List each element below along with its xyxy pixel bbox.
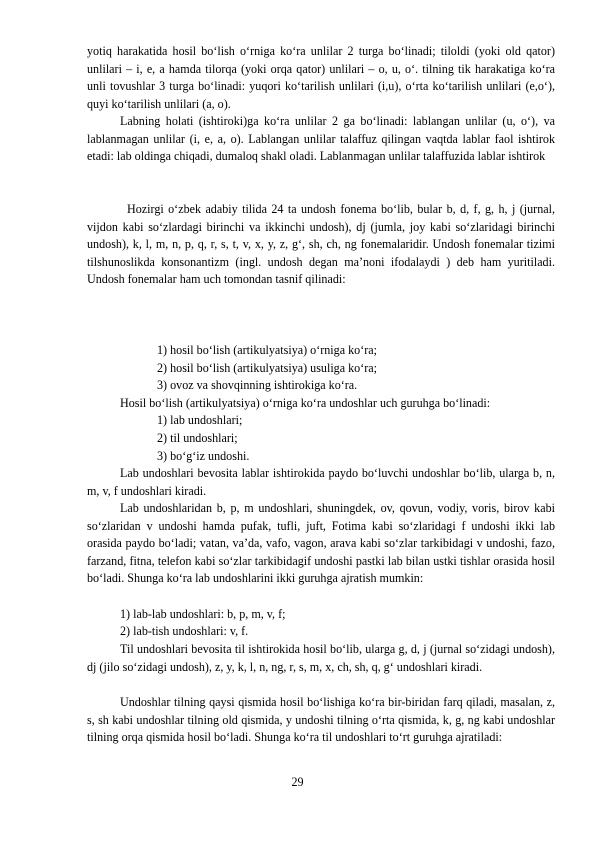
paragraph-lab-consonants: Lab undoshlari bevosita lablar ishtirokida paydo bo‘luvchi undoshlar bo‘lib, ularga b, n, m, v, f undoshlari kiradi.: [87, 466, 555, 498]
paragraph-tongue-parts: Undoshlar tilning qaysi qismida hosil bo‘lishiga ko‘ra bir-biridan farq qiladi, masalan, z, s, sh kabi undoshlar tilning old qismida, y undoshi tilning o‘rta qismida, k, g, ng kabi undoshlar tilning orqa qismida hosil bo‘ladi. Shunga ko‘ra til undoshlari to‘rt guruhga ajratiladi:: [87, 695, 555, 745]
list-item: 1) hosil bo‘lish (artikulyatsiya) o‘rniga ko‘ra;: [157, 343, 377, 357]
list-item: 2) til undoshlari;: [157, 431, 238, 445]
paragraph-tongue-consonants: Til undoshlari bevosita til ishtirokida hosil bo‘lib, ularga g, d, j (jurnal so‘zidagi undosh), dj (jilo so‘zidagi undosh), z, y, k, l, n, ng, r, s, m, x, ch, sh, q, g‘ undoshlari kiradi.: [87, 642, 555, 674]
paragraph-consonant-phonemes: Hozirgi o‘zbek adabiy tilida 24 ta undosh fonema bo‘lib, bular b, d, f, g, h, j (jurnal, vijdon kabi so‘zlardagi birinchi va ikkinchi undosh), dj (jumla, joy kabi so‘zlaridagi birinchi undosh), k, l, m, n, p, q, r, s, t, v, x, y, z, g‘, sh, ch, ng fonemalaridir. Undosh fonemalar tizimi tilshunoslikda konsonantizm (ingl. undosh degan ma’noni ifodalaydi ) deb ham yuritiladi. Undosh fonemalar ham uch tomondan tasnif qilinadi:: [87, 202, 555, 287]
paragraph-articulation-groups: Hosil bo‘lish (artikulyatsiya) o‘rniga ko‘ra undoshlar uch guruhga bo‘linadi:: [120, 396, 491, 410]
page-number: 29: [291, 775, 304, 789]
list-item: 3) bo‘g‘iz undoshi.: [157, 449, 250, 463]
list-item: 1) lab-lab undoshlari: b, p, m, v, f;: [120, 607, 286, 621]
paragraph-lab-examples: Lab undoshlaridan b, p, m undoshlari, shuningdek, ov, qovun, vodiy, voris, birov kabi so‘zlaridan v undoshi hamda pufak, tufli, juft, Fotima kabi so‘zlaridagi f undoshi ikki lab orasida paydo bo‘ladi; vatan, va’da, vafo, vagon, arava kabi so‘zlar tarkibidagi v undoshi, fazo, farzand, fitna, telefon kabi so‘zlar tarkibidagif undoshi pastki lab bilan ustki tishlar orasida hosil bo‘ladi. Shunga ko‘ra lab undoshlarini ikki guruhga ajratish mumkin:: [87, 501, 555, 586]
paragraph-vowels-position: yotiq harakatida hosil bo‘lish o‘rniga ko‘ra unlilar 2 turga bo‘linadi; tiloldi (yoki old qator) unlilari – i, e, a hamda tilorqa (yoki orqa qator) unlilari – o, u, o‘. tilning tik harakatiga ko‘ra unli tovushlar 3 turga bo‘linadi: yuqori ko‘tarilish unlilari (i,u), o‘rta ko‘tarilish unlilari (e,o‘), quyi ko‘tarilish unlilari (a, o).: [87, 44, 555, 111]
list-item: 2) lab-tish undoshlari: v, f.: [120, 624, 249, 638]
list-item: 2) hosil bo‘lish (artikulyatsiya) usuliga ko‘ra;: [157, 361, 377, 375]
list-item: 1) lab undoshlari;: [157, 413, 243, 427]
list-item: 3) ovoz va shovqinning ishtirokiga ko‘ra.: [157, 378, 358, 392]
paragraph-labial-vowels: Labning holati (ishtiroki)ga ko‘ra unlilar 2 ga bo‘linadi: lablangan unlilar (u, o‘), va lablanmagan unlilar (i, e, a, o). Lablangan unlilar talaffuz qilingan vaqtda lablar faol ishtirok etadi: lab oldinga chiqadi, dumaloq shakl oladi. Lablanmagan unlilar talaffuzida lablar ishtirok: [87, 114, 555, 164]
